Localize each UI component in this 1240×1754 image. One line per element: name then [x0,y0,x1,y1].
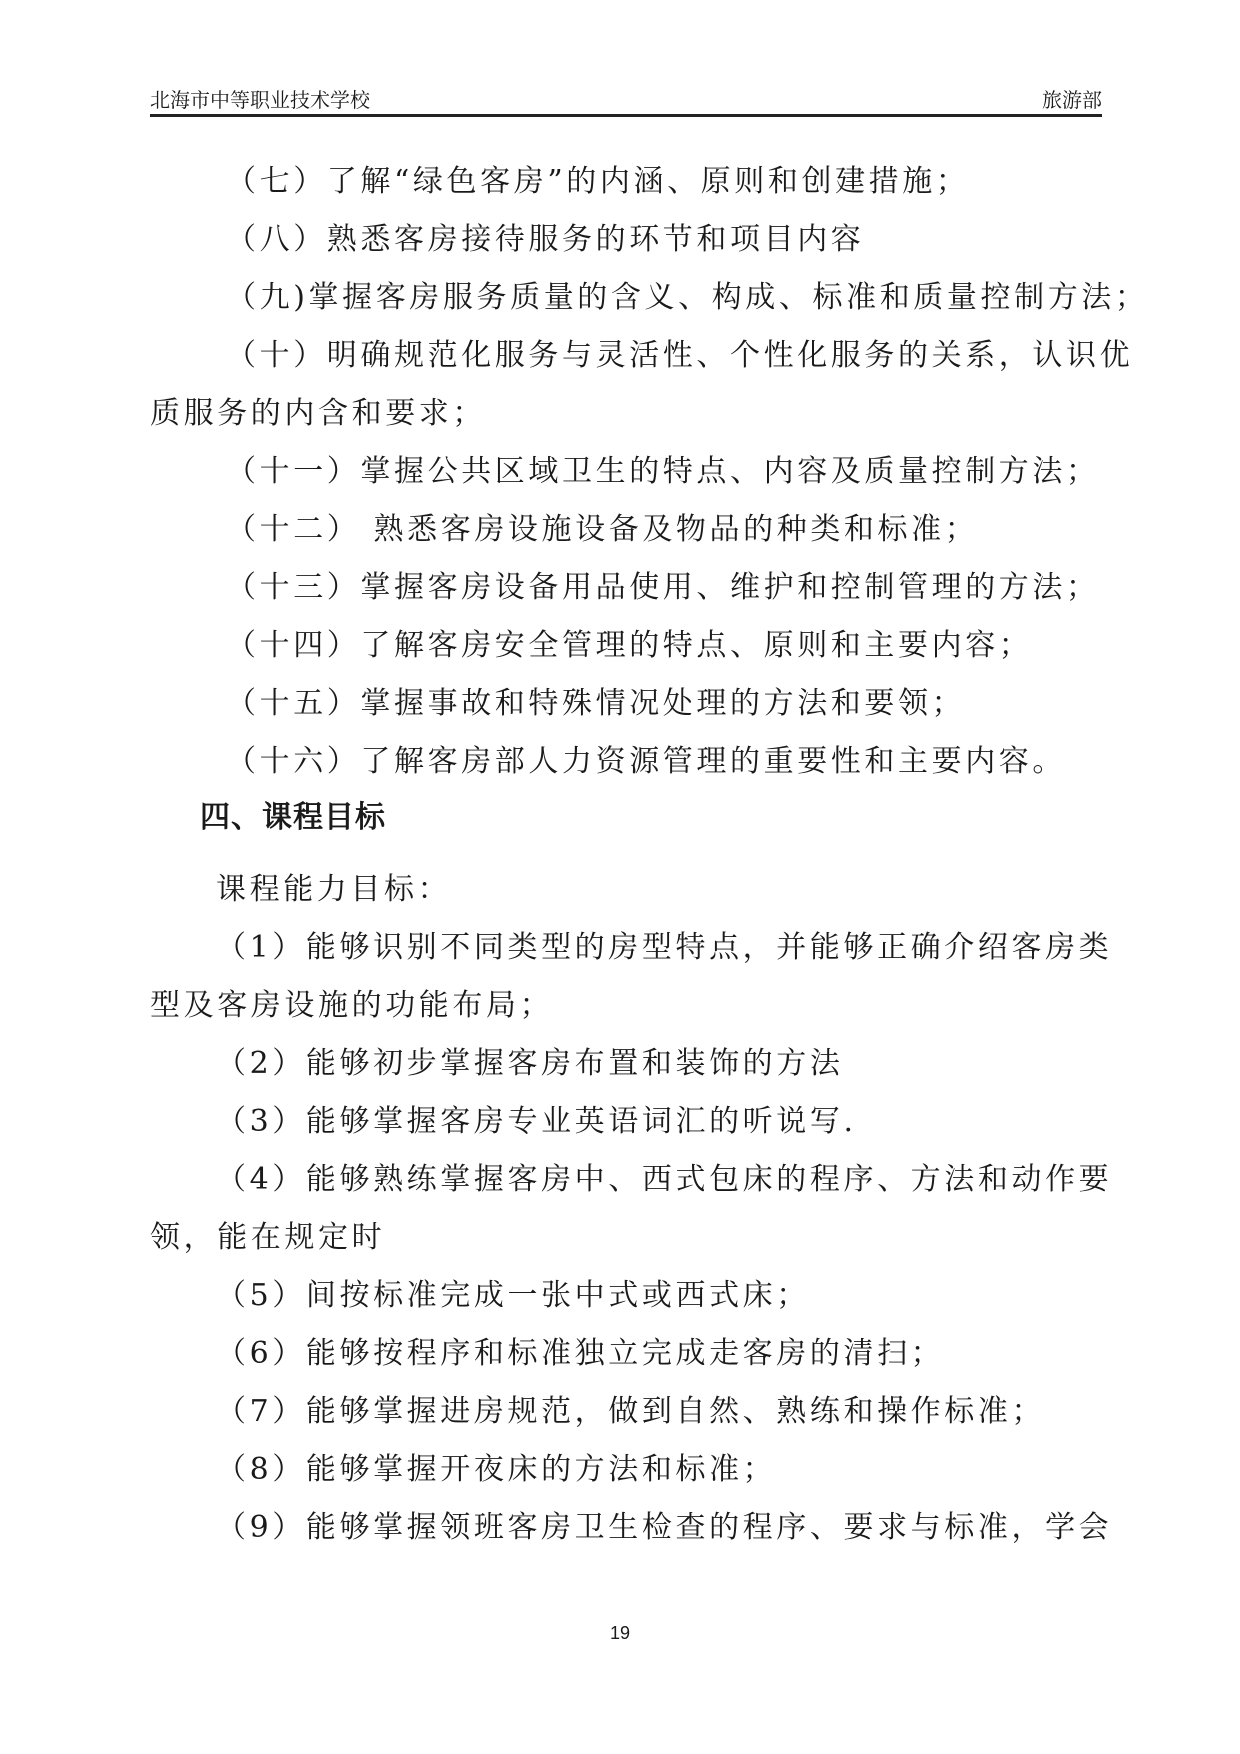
text-line: 课程能力目标： [216,872,452,907]
text-line: （十二） 熟悉客房设施设备及物品的种类和标准； [226,512,979,547]
text-line: 领，能在规定时 [150,1220,386,1255]
page-number: 19 [609,1623,631,1643]
text-line: 质服务的内含和要求； [150,396,486,431]
text-line: （1）能够识别不同类型的房型特点，并能够正确介绍客房类 [216,930,1113,965]
text-line: （十四）了解客房安全管理的特点、原则和主要内容； [226,628,1033,663]
text-line: （8）能够掌握开夜床的方法和标准； [216,1452,777,1487]
text-line: （十一）掌握公共区域卫生的特点、内容及质量控制方法； [226,454,1100,489]
department-name: 旅游部 [1042,88,1102,112]
text-line: （十五）掌握事故和特殊情况处理的方法和要领； [226,686,966,721]
text-line: 型及客房设施的功能布局； [150,988,554,1023]
text-line: （9）能够掌握领班客房卫生检查的程序、要求与标准，学会 [216,1510,1113,1545]
text-line: （九)掌握客房服务质量的含义、构成、标准和质量控制方法； [226,280,1149,315]
text-line: （4）能够熟练掌握客房中、西式包床的程序、方法和动作要 [216,1162,1113,1197]
text-line: （7）能够掌握进房规范，做到自然、熟练和操作标准； [216,1394,1046,1429]
text-line: （3）能够掌握客房专业英语词汇的听说写. [216,1104,857,1139]
school-name: 北海市中等职业技术学校 [150,88,370,112]
text-line: （十三）掌握客房设备用品使用、维护和控制管理的方法； [226,570,1100,605]
page-header [150,86,1102,117]
section-heading: 四、课程目标 [200,800,386,835]
text-line: （八）熟悉客房接待服务的环节和项目内容 [226,222,865,257]
text-line: （十六）了解客房部人力资源管理的重要性和主要内容。 [226,744,1066,779]
text-line: （十）明确规范化服务与灵活性、个性化服务的关系，认识优 [226,338,1134,373]
text-line: （6）能够按程序和标准独立完成走客房的清扫； [216,1336,945,1371]
text-line: （七）了解“绿色客房”的内涵、原则和创建措施； [226,164,970,199]
text-line: （5）间按标准完成一张中式或西式床； [216,1278,810,1313]
text-line: （2）能够初步掌握客房布置和装饰的方法 [216,1046,844,1081]
